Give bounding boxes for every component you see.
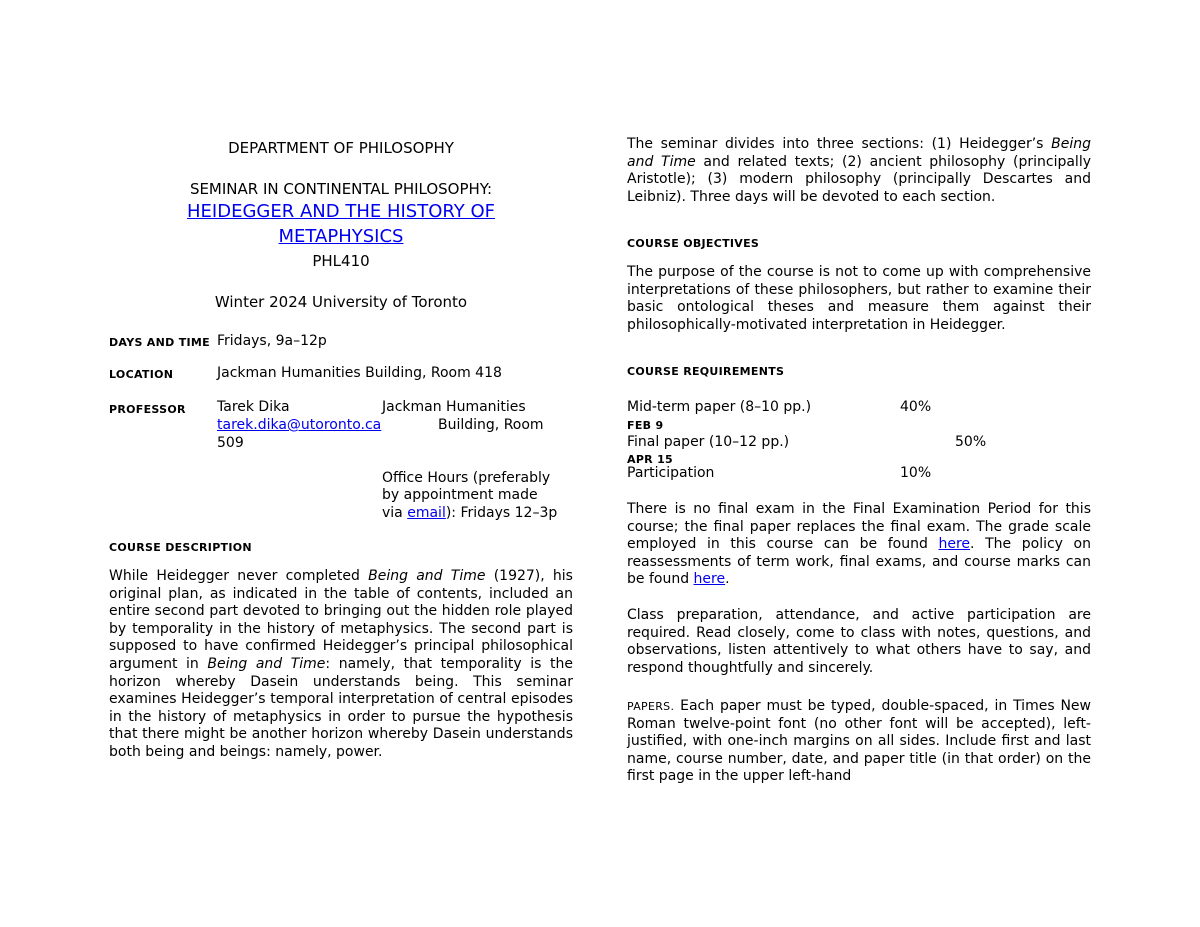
seminar-heading: SEMINAR IN CONTINENTAL PHILOSOPHY: — [189, 180, 493, 198]
office-room: 509 — [217, 435, 244, 451]
course-description-heading: COURSE DESCRIPTION — [109, 541, 252, 554]
papers-label: PAPERS. — [627, 700, 675, 713]
department-heading: DEPARTMENT OF PHILOSOPHY — [228, 139, 454, 157]
grade-scale-link[interactable]: here — [938, 536, 971, 553]
location-value: Jackman Humanities Building, Room 418 — [217, 365, 502, 381]
course-objectives-heading: COURSE OBJECTIVES — [627, 237, 760, 250]
course-description-text: While Heidegger never completed Being and Time (1927), his original plan, as indicated in the table of contents, included an entire second part devoted to bringing out the hidden role played by temporality in the history of metaphysics. The second part is supposed to have confirmed Heidegger’s principal philosophical argument in Being and Time: namely, that temporality is the horizon whereby Dasein understands being. This seminar examines Heidegger’s temporal interpretation of central episodes in the history of metaphysics in order to pursue the hypothesis that there might be another horizon whereby Dasein understands both being and beings: namely, power. — [109, 568, 573, 760]
course-title-line2[interactable] — [109, 226, 573, 247]
professor-name: Tarek Dika — [217, 399, 290, 415]
professor-label: PROFESSOR — [109, 403, 186, 416]
req-midterm-item: Mid-term paper (8–10 pp.) — [627, 399, 812, 415]
course-title-link-2[interactable]: METAPHYSICS — [278, 226, 404, 247]
office-line1: Jackman Humanities — [382, 399, 526, 415]
req-participation-item: Participation — [627, 465, 715, 481]
office-hours-email-link[interactable]: email — [407, 505, 446, 521]
days-label: DAYS AND TIME — [109, 336, 210, 349]
course-code: PHL410 — [312, 252, 370, 270]
req-midterm-weight: 40% — [900, 399, 932, 415]
req-final-due: APR 15 — [627, 453, 673, 466]
office-hours-line3: via email): Fridays 12–3p — [382, 505, 558, 521]
course-title-line1[interactable] — [109, 201, 573, 222]
sections-paragraph: The seminar divides into three sections: (1) Heidegger’s Being and Time and related texts; (2) ancient philosophy (principally Aristotle); (3) modern philosophy (principally Descartes and Leibniz). Three days will be devoted to each section. — [627, 136, 1091, 205]
email-link[interactable]: tarek.dika@utoronto.ca — [217, 417, 382, 433]
final-exam-paragraph: There is no final exam in the Final Examination Period for this course; the final paper replaces the final exam. The grade scale employed in this course can be found here. The policy on reassessments of term work, final exams, and course marks can be found here. — [627, 501, 1091, 588]
req-participation-weight: 10% — [900, 465, 932, 481]
office-hours-line2: by appointment made — [382, 487, 538, 503]
location-label: LOCATION — [109, 368, 174, 381]
req-final-item: Final paper (10–12 pp.) — [627, 434, 790, 450]
professor-email[interactable] — [217, 417, 381, 433]
term-line: Winter 2024 University of Toronto — [214, 293, 468, 311]
course-title-link-1[interactable]: HEIDEGGER AND THE HISTORY OF — [187, 201, 495, 222]
papers-paragraph: PAPERS. Each paper must be typed, double-spaced, in Times New Roman twelve-point font (no other font will be accepted), left-justified, with one-inch margins on all sides. Include first and last name, course number, date, and paper title (in that order) on the first page in the upper left-hand — [627, 698, 1091, 785]
req-midterm-due: FEB 9 — [627, 419, 664, 432]
req-final-weight: 50% — [955, 434, 987, 450]
class-preparation-paragraph: Class preparation, attendance, and active participation are required. Read closely, come to class with notes, questions, and observations, listen attentively to what others have to say, and respond thoughtfully and sincerely. — [627, 607, 1091, 676]
office-line2: Building, Room — [438, 417, 544, 433]
course-requirements-heading: COURSE REQUIREMENTS — [627, 365, 785, 378]
course-objectives-text: The purpose of the course is not to come up with comprehensive interpretations of these philosophers, but rather to examine their basic ontological theses and measure them against their philosophically-motivated interpretation in Heidegger. — [627, 264, 1091, 333]
days-value: Fridays, 9a–12p — [217, 333, 327, 349]
office-hours-line1: Office Hours (preferably — [382, 470, 551, 486]
reassessment-policy-link[interactable]: here — [693, 571, 726, 588]
